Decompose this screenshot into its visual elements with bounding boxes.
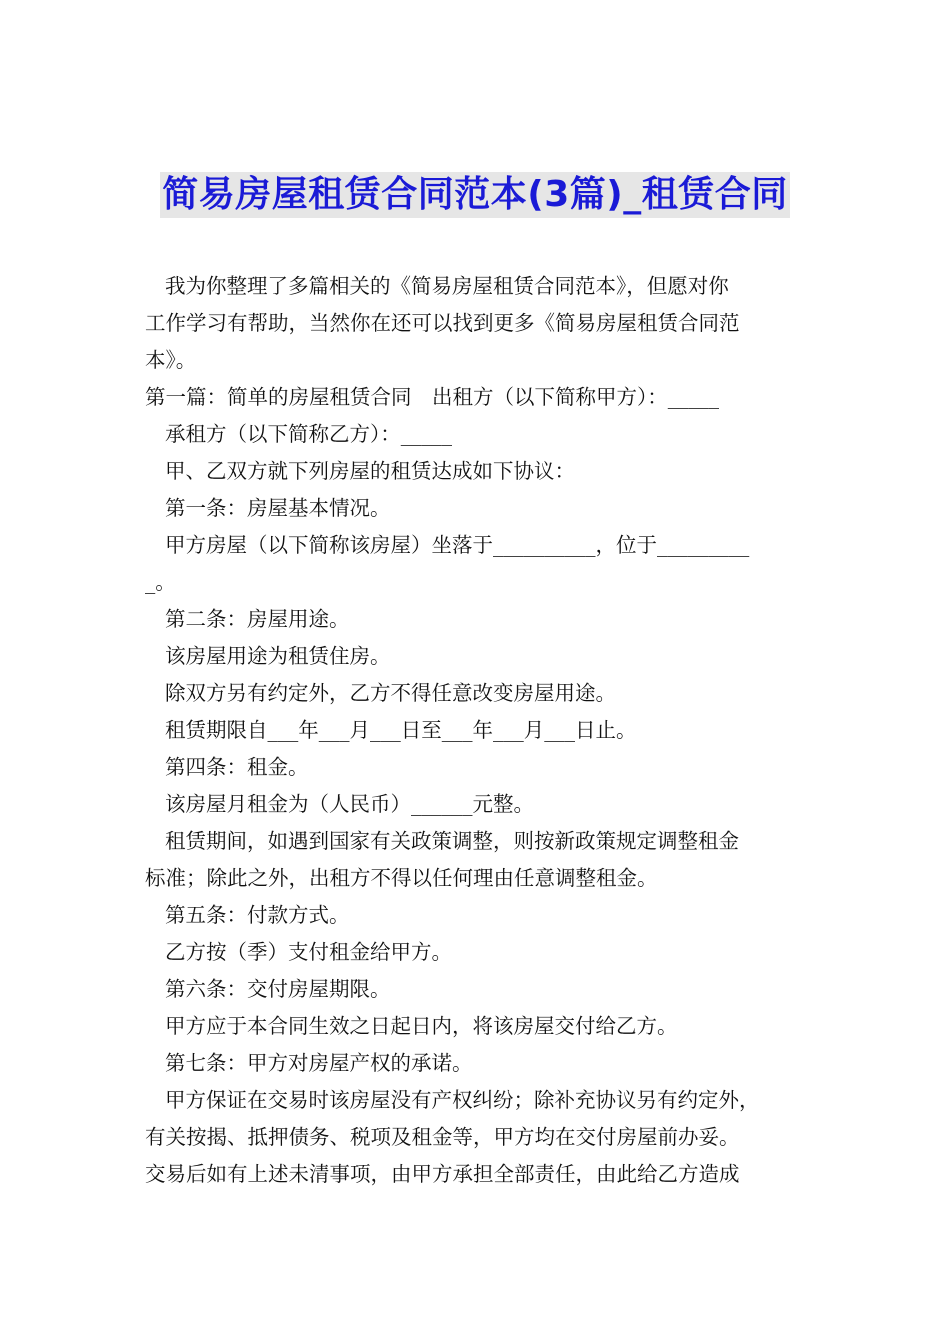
body-line: 有关按揭、抵押债务、税项及租金等，甲方均在交付房屋前办妥。 xyxy=(145,1125,740,1149)
body-line: 除双方另有约定外，乙方不得任意改变房屋用途。 xyxy=(165,681,616,705)
body-line: 标准；除此之外，出租方不得以任何理由任意调整租金。 xyxy=(145,866,658,890)
document-body xyxy=(145,268,810,1193)
body-line: 第五条：付款方式。 xyxy=(165,903,350,927)
body-line: 甲方应于本合同生效之日起日内，将该房屋交付给乙方。 xyxy=(165,1014,678,1038)
body-line: 乙方按（季）支付租金给甲方。 xyxy=(165,940,452,964)
document-title: 简易房屋租赁合同范本(3篇)_租赁合同 xyxy=(160,172,789,218)
body-line: 交易后如有上述未清事项，由甲方承担全部责任，由此给乙方造成 xyxy=(145,1162,740,1186)
body-line: 我为你整理了多篇相关的《简易房屋租赁合同范本》，但愿对你 xyxy=(165,274,729,298)
body-line: 承租方（以下简称乙方）：_____ xyxy=(165,422,452,446)
body-line: 第一条：房屋基本情况。 xyxy=(165,496,391,520)
body-line: 甲方保证在交易时该房屋没有产权纠纷；除补充协议另有约定外， xyxy=(165,1088,760,1112)
body-line: 甲方房屋（以下简称该房屋）坐落于__________，位于_________ xyxy=(165,533,750,557)
body-line: 该房屋月租金为（人民币）______元整。 xyxy=(165,792,534,816)
body-line: 第二条：房屋用途。 xyxy=(165,607,350,631)
body-line: 第七条：甲方对房屋产权的承诺。 xyxy=(165,1051,473,1075)
title-container xyxy=(0,172,950,218)
body-line: 本》。 xyxy=(145,348,197,372)
body-line: 第四条：租金。 xyxy=(165,755,309,779)
body-line: 工作学习有帮助，当然你在还可以找到更多《简易房屋租赁合同范 xyxy=(145,311,740,335)
body-line: 第六条：交付房屋期限。 xyxy=(165,977,391,1001)
body-line: _。 xyxy=(145,570,176,594)
body-line: 第一篇：简单的房屋租赁合同 出租方（以下简称甲方）：_____ xyxy=(145,385,719,409)
body-line: 租赁期限自___年___月___日至___年___月___日止。 xyxy=(165,718,637,742)
body-line: 该房屋用途为租赁住房。 xyxy=(165,644,391,668)
body-line: 甲、乙双方就下列房屋的租赁达成如下协议： xyxy=(165,459,575,483)
body-line: 租赁期间，如遇到国家有关政策调整，则按新政策规定调整租金 xyxy=(165,829,739,853)
